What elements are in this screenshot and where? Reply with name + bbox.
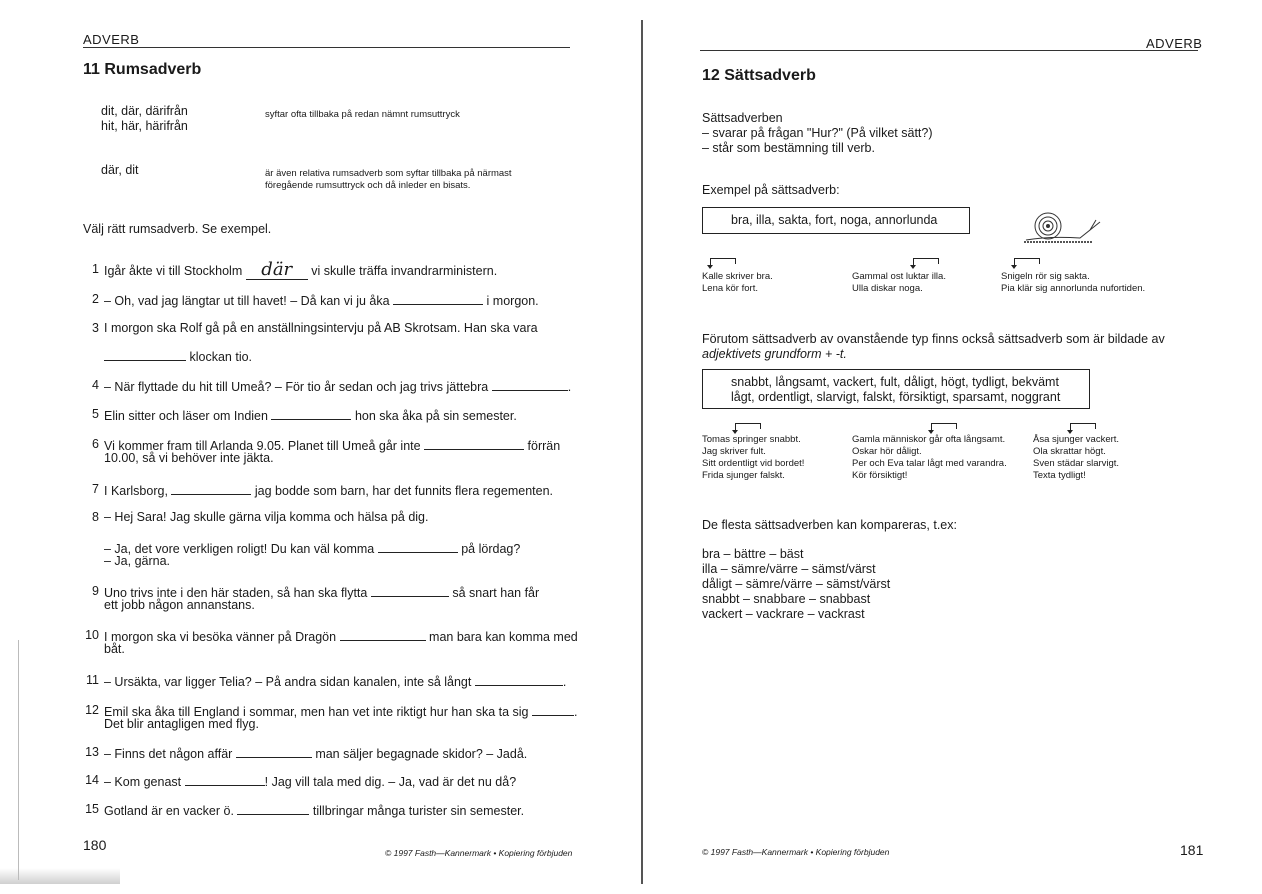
example-sentence: Snigeln rör sig sakta. (1001, 271, 1090, 282)
arrow-icon (710, 258, 736, 267)
example-group-2 (852, 271, 946, 295)
answer-blank[interactable] (378, 540, 458, 553)
exercise-text: Vi kommer fram till Arlanda 9.05. Planet till Umeå går inte (104, 439, 421, 453)
exercise-number: 6 (92, 437, 99, 451)
right-title: 12 Sättsadverb (702, 67, 816, 84)
exercise-text: båt. (104, 642, 125, 656)
answer-blank[interactable] (104, 348, 186, 361)
answer-blank[interactable] (236, 745, 312, 758)
instruction: Välj rätt rumsadverb. Se exempel. (83, 222, 272, 236)
exercise-text: – Oh, vad jag längtar ut till havet! – Då kan vi ju åka (104, 294, 390, 308)
left-header: ADVERB (83, 32, 140, 47)
adverb-box-2-line: snabbt, långsamt, vackert, fult, dåligt, högt, tydligt, bekvämt (731, 375, 1059, 389)
compare-label: De flesta sättsadverben kan kompareras, t.ex: (702, 518, 957, 532)
left-header-rule (83, 47, 570, 48)
example-sentence: Frida sjunger falskt. (702, 470, 785, 481)
example-sentence: Tomas springer snabbt. (702, 434, 801, 445)
snail-icon (1020, 206, 1104, 246)
example-sentence: Kör försiktigt! (852, 470, 908, 481)
left-copyright: © 1997 Fasth—Kannermark • Kopiering förbjuden (385, 848, 573, 858)
intro-line: Sättsadverben (702, 111, 783, 125)
examples-label: Exempel på sättsadverb: (702, 183, 840, 197)
exercise-text: – Hej Sara! Jag skulle gärna vilja komma och hälsa på dig. (104, 510, 429, 524)
def1-text: syftar ofta tillbaka på redan nämnt rumsuttryck (265, 109, 460, 120)
exercise-text: Gotland är en vacker ö. (104, 804, 234, 818)
intro-line: – står som bestämning till verb. (702, 141, 875, 155)
exercise-text: – Ja, det vore verkligen roligt! Du kan väl komma (104, 542, 375, 556)
exercise-text: – När flyttade du hit till Umeå? – För tio år sedan och jag trivs jättebra (104, 380, 489, 394)
right-page-number: 181 (1180, 842, 1204, 858)
example-sentence: Per och Eva talar lågt med varandra. (852, 458, 1007, 469)
comparison-list (702, 547, 890, 622)
exercise-text: Emil ska åka till England i sommar, men han vet inte riktigt hur han ska ta sig (104, 705, 529, 719)
example-sentence: Gamla människor går ofta långsamt. (852, 434, 1006, 445)
example-sentence: Oskar hör dåligt. (852, 446, 922, 457)
example-sentence: Jag skriver fult. (702, 446, 766, 457)
comparison-line: bra – bättre – bäst (702, 547, 804, 561)
comparison-line: dåligt – sämre/värre – sämst/värst (702, 577, 891, 591)
exercise-number: 11 (86, 673, 99, 687)
answer-blank[interactable] (532, 703, 574, 716)
book-spine (641, 20, 643, 884)
left-page-number: 180 (83, 837, 107, 853)
exercise-text: I Karlsborg, (104, 484, 168, 498)
exercise-text: ! Jag vill tala med dig. – Ja, vad är det nu då? (264, 775, 517, 789)
exercise-number: 8 (92, 510, 99, 524)
adverb-box-2-line: lågt, ordentligt, slarvigt, falskt, försiktigt, sparsamt, noggrant (731, 390, 1061, 404)
exercise-number: 1 (92, 262, 99, 276)
arrow-icon (735, 423, 761, 432)
exercise-text: i morgon. (486, 294, 539, 308)
exercise-number: 5 (92, 407, 99, 421)
example-group-4 (702, 434, 804, 482)
intro (702, 111, 933, 156)
exercise-number: 7 (92, 482, 99, 496)
def2-text-line: föregående rumsuttryck och då inleder en bisats. (265, 180, 471, 191)
example-group-3 (1001, 271, 1145, 295)
answer-blank[interactable] (492, 378, 568, 391)
exercise-text: . (567, 380, 572, 394)
arrow-icon (1014, 258, 1040, 267)
exercise-text: Igår åkte vi till Stockholm (104, 264, 243, 278)
exercise-text: klockan tio. (189, 350, 253, 364)
def1-words (101, 104, 188, 134)
exercise-text: I morgon ska vi besöka vänner på Dragön (104, 630, 337, 644)
exercise-text: tillbringar många turister sin semester. (312, 804, 525, 818)
exercise-text: . (573, 705, 578, 719)
exercise-text: ett jobb någon annanstans. (104, 598, 255, 612)
right-copyright: © 1997 Fasth—Kannermark • Kopiering förbjuden (702, 847, 890, 857)
example-sentence: Ola skrattar högt. (1033, 446, 1106, 457)
adverb-box-2 (702, 369, 1090, 409)
answer-blank[interactable] (475, 673, 563, 686)
exercise-text: förrän (527, 439, 561, 453)
exercise-text: . (562, 675, 567, 689)
arrow-icon (931, 423, 957, 432)
answer-blank[interactable] (246, 259, 308, 280)
answer-blank[interactable] (424, 437, 524, 450)
example-group-5 (852, 434, 1007, 482)
exercise-text: man säljer begagnade skidor? – Jadå. (315, 747, 528, 761)
example-sentence: Sven städar slarvigt. (1033, 458, 1120, 469)
example-sentence: Texta tydligt! (1033, 470, 1086, 481)
def1-word-line: dit, där, därifrån (101, 104, 188, 118)
exercise-text: – Ja, gärna. (104, 554, 171, 568)
answer-blank[interactable] (185, 773, 265, 786)
exercise-number: 4 (92, 378, 99, 392)
paragraph-line: Förutom sättsadverb av ovanstående typ finns också sättsadverb som är bildade av (702, 332, 1165, 346)
example-sentence: Sitt ordentligt vid bordet! (702, 458, 805, 469)
example-sentence: Lena kör fort. (702, 283, 758, 294)
exercise-text: I morgon ska Rolf gå på en anställningsintervju på AB Skrotsam. Han ska vara (104, 321, 538, 335)
def2-text-line: är även relativa rumsadverb som syftar tillbaka på närmast (265, 168, 512, 179)
comparison-line: snabbt – snabbare – snabbast (702, 592, 871, 606)
example-sentence: Ulla diskar noga. (852, 283, 923, 294)
exercise-text: – Finns det någon affär (104, 747, 233, 761)
arrow-icon (1070, 423, 1096, 432)
exercise-text: Elin sitter och läser om Indien (104, 409, 268, 423)
answer-blank[interactable] (340, 628, 426, 641)
left-title: 11 Rumsadverb (83, 61, 202, 78)
exercise-number: 13 (85, 745, 99, 759)
paragraph-line: adjektivets grundform + -t. (702, 347, 847, 361)
exercise-text: – Kom genast (104, 775, 182, 789)
adverb-box-1-text: bra, illa, sakta, fort, noga, annorlunda (731, 213, 938, 227)
right-header: ADVERB (1146, 36, 1203, 51)
exercise-number: 12 (85, 703, 99, 717)
exercise-number: 3 (92, 321, 99, 335)
answer-blank[interactable] (371, 584, 449, 597)
derivation-paragraph (702, 332, 1165, 362)
example-group-1 (702, 271, 773, 295)
right-header-rule (700, 50, 1198, 51)
comparison-line: illa – sämre/värre – sämst/värst (702, 562, 876, 576)
exercise-text: vi skulle träffa invandrarministern. (311, 264, 498, 278)
exercise-number: 9 (92, 584, 99, 598)
arrow-icon (913, 258, 939, 267)
def2-words: där, dit (101, 163, 139, 177)
def1-word-line: hit, här, härifrån (101, 119, 188, 133)
answer-blank[interactable] (237, 802, 309, 815)
exercise-text: Det blir antagligen med flyg. (104, 717, 259, 731)
example-answer: där (261, 259, 293, 280)
example-sentence: Gammal ost luktar illa. (852, 271, 946, 282)
exercise-text: 10.00, så vi behöver inte jäkta. (104, 451, 274, 465)
exercise-text: hon ska åka på sin semester. (354, 409, 517, 423)
comparison-line: vackert – vackrare – vackrast (702, 607, 865, 621)
scan-edge (18, 640, 19, 880)
exercise-text: Uno trivs inte i den här staden, så han ska flytta (104, 586, 368, 600)
example-group-6 (1033, 434, 1119, 482)
example-sentence: Åsa sjunger vackert. (1033, 434, 1120, 445)
exercise-text: så snart han får (452, 586, 540, 600)
adverb-box-1 (702, 207, 970, 234)
def2-text (265, 168, 512, 192)
exercise-number: 2 (92, 292, 99, 306)
exercise-text: man bara kan komma med (429, 630, 578, 644)
exercise-number: 10 (85, 628, 99, 642)
exercise-number: 14 (85, 773, 99, 787)
answer-blank[interactable] (393, 292, 483, 305)
exercise-text: på lördag? (461, 542, 521, 556)
answer-blank[interactable] (271, 407, 351, 420)
exercise-text: jag bodde som barn, har det funnits flera regementen. (254, 484, 553, 498)
example-sentence: Kalle skriver bra. (702, 271, 773, 282)
answer-blank[interactable] (171, 482, 251, 495)
example-sentence: Pia klär sig annorlunda nufortiden. (1001, 283, 1146, 294)
intro-line: – svarar på frågan "Hur?" (På vilket sätt?) (702, 126, 933, 140)
exercise-text: – Ursäkta, var ligger Telia? – På andra sidan kanalen, inte så långt (104, 675, 472, 689)
exercise-number: 15 (85, 802, 99, 816)
